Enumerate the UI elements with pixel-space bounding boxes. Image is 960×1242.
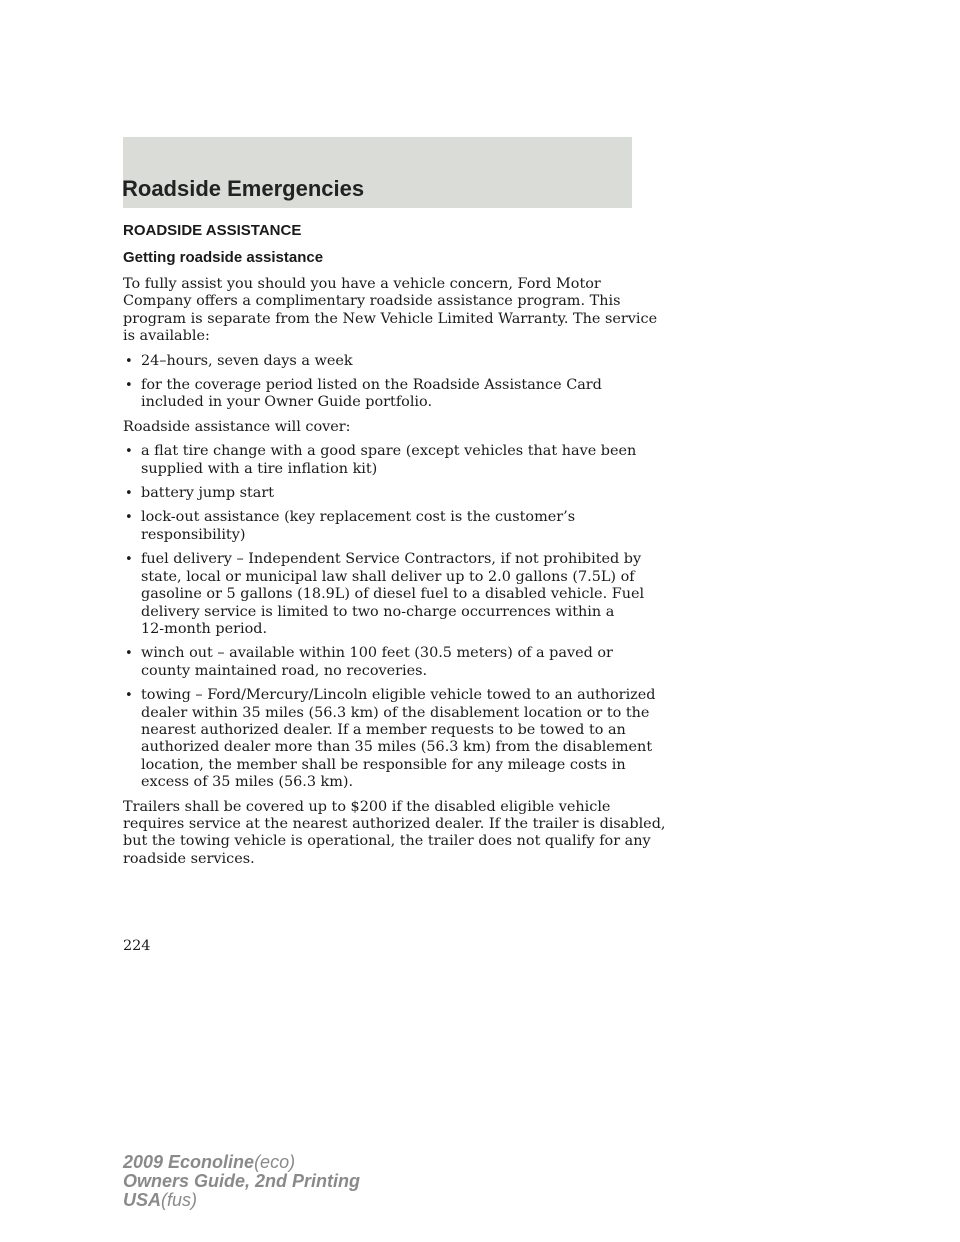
bullet-icon: • — [125, 444, 133, 460]
intro-line: To fully assist you should you have a vehicle concern, Ford Motor — [123, 276, 601, 292]
page-content — [123, 222, 666, 875]
list-item: • battery jump start — [125, 485, 275, 502]
coverage-list — [123, 443, 656, 791]
bullet-icon: • — [125, 486, 133, 502]
intro-line: is available: — [123, 328, 210, 345]
bullet-icon: • — [125, 552, 133, 568]
footer-line-1: 2009 Econoline(eco) — [123, 1152, 296, 1172]
trailers-paragraph — [123, 798, 666, 869]
trailers-line: but the towing vehicle is operational, the trailer does not qualify for any — [123, 833, 651, 850]
availability-list — [123, 353, 643, 412]
page-subheading: Getting roadside assistance — [123, 249, 324, 266]
list-item: • winch out – available within 100 feet (30.5 meters) of a paved or county maintained road, no recoveries. — [125, 645, 613, 679]
bullet-icon: • — [125, 378, 133, 394]
bullet-icon: • — [125, 353, 133, 369]
list-item: • 24–hours, seven days a week — [125, 352, 353, 369]
intro-line: program is separate from the New Vehicle Limited Warranty. The service — [123, 310, 658, 327]
section-title: Roadside Emergencies — [122, 176, 365, 201]
bullet-icon: • — [125, 510, 133, 526]
intro-line: Company offers a complimentary roadside assistance program. This — [123, 293, 621, 310]
footer-line-3: USA(fus) — [123, 1190, 198, 1210]
bullet-icon: • — [125, 646, 133, 662]
list-item: • towing – Ford/Mercury/Lincoln eligible vehicle towed to an authorized dealer within 35 miles (56.3 km) of the disablement location or to the nearest authorized dealer. If a member requests to be towed to an authorized dealer more than 35 miles (56.3 km) from the disablement location, the member shall be responsible for any mileage costs in excess of 35 miles (56.3 km). — [125, 687, 656, 791]
intro-paragraph — [123, 276, 658, 346]
page-heading: ROADSIDE ASSISTANCE — [123, 222, 302, 239]
list-item: • fuel delivery – Independent Service Contractors, if not prohibited by state, local or municipal law shall deliver up to 2.0 gallons (7.5L) of gasoline or 5 gallons (18.9L) of diesel fuel to a disabled vehicle. Fuel delivery service is limited to two no-charge occurrences within a 12-month period. — [125, 551, 645, 637]
trailers-line: roadside services. — [123, 850, 255, 867]
page-number: 224 — [123, 938, 151, 954]
trailers-line: requires service at the nearest authorized dealer. If the trailer is disabled, — [123, 815, 666, 832]
footer-line-2: Owners Guide, 2nd Printing — [123, 1171, 361, 1191]
list-item: • for the coverage period listed on the Roadside Assistance Card included in your Owner Guide portfolio. — [125, 377, 602, 411]
list-item: • lock-out assistance (key replacement cost is the customer’s responsibility) — [125, 509, 576, 543]
trailers-line: Trailers shall be covered up to $200 if the disabled eligible vehicle — [123, 798, 611, 815]
list-item: • a flat tire change with a good spare (except vehicles that have been supplied with a tire inflation kit) — [125, 443, 637, 477]
cover-intro: Roadside assistance will cover: — [123, 418, 351, 435]
bullet-icon: • — [125, 688, 133, 704]
document-footer — [123, 1153, 360, 1210]
